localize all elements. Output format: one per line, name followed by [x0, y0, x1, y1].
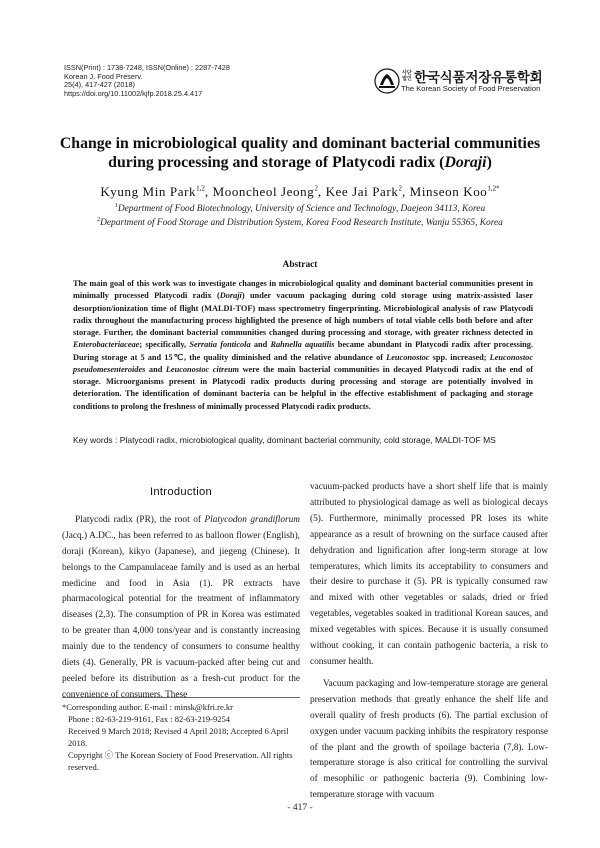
keywords-text: Platycodi radix, microbiological quality, dominant bacterial community, cold storage, MALDI-TOF MS — [119, 435, 496, 445]
society-type-label: 사단 법인 — [402, 70, 412, 82]
doi-link[interactable]: https://doi.org/10.11002/kjfp.2018.25.4.417 — [64, 88, 203, 98]
volume-line: 25(4), 417-427 (2018) — [64, 80, 135, 90]
issn-line: ISSN(Print) : 1738-7248, ISSN(Online) : 2287-7428 — [64, 63, 230, 72]
left-column — [62, 480, 300, 704]
contact-phone: Phone : 82-63-219-9161, Fax : 82-63-219-9254 — [68, 714, 230, 724]
author-name: Kee Jai Park — [325, 184, 399, 199]
copyright-notice: Copyright ⓒ The Korean Society of Food Preservation. All rights reserved. — [68, 750, 293, 772]
affiliation-1: $^1$Department of Food Biotechnology, University of Science and Technology, Daejeon 34113, Korea — [114, 203, 486, 215]
society-logo-icon — [374, 68, 400, 94]
journal-info — [64, 64, 314, 98]
intro-paragraph-1: Platycodi radix (PR), the root of Platycodon grandiflorum (Jacq.) A.DC., has been referred to as balloon flower (English), doraji (Korean), kikyo (Japanese), and jiegeng (Chinese). It belongs to the Campanulaceae family and is used as an herbal medicine and food in Asia (1). PR extracts have pharmacological potential for the treatment of inflammatory diseases (2,3). The consumption of PR in Korea was estimated to be greater than 4,000 tons/year and is constantly increasing mainly due to the tendency of consumers to consume healthy diets (4). Generally, PR is vacuum-packed after being cut and peeled before its distribution as a fresh-cut product for the convenience of consumers. These — [62, 514, 300, 700]
section-heading-introduction: Introduction — [149, 486, 213, 498]
abstract-heading: Abstract — [282, 260, 318, 270]
society-english-name: The Korean Society of Food Preservation — [401, 84, 541, 93]
society-korean-name: 한국식품저장유통학회 — [414, 70, 543, 86]
title-line-1: Change in microbiological quality and dominant bacterial communities — [59, 135, 541, 152]
intro-paragraph-3: Vacuum packaging and low-temperature storage are general preservation methods that greatly enhance the shelf life and overall quality of fresh products (6). The partial exclusion of oxygen under vacuum packing inhibits the respiratory response of the plant and the growth of spoilage bacteria (7,8). Low-temperature storage is also critical for controlling the survival of mesophilic or pathogenic bacteria (9). Combining low-temperature storage with vacuum — [310, 678, 548, 801]
corresponding-author: *Corresponding author. E-mail : minsk@kfri.re.kr — [62, 702, 233, 712]
keywords-label: Key words : — [73, 435, 120, 445]
journal-name: Korean J. Food Preserv. — [64, 71, 143, 81]
affiliation-2: $^2$Department of Food Storage and Distribution System, Korea Food Research Institute, Wanju 55365, Korea — [97, 217, 503, 229]
right-column — [310, 480, 548, 804]
page-number: - 417 - — [287, 803, 313, 813]
author-list: Kyung Min Park$^{1,2}$, Mooncheol Jeong$^2$, Kee Jai Park$^2$, Minseon Koo$^{1,2*}$ — [100, 184, 500, 199]
society-logo-block — [374, 66, 554, 96]
keywords — [73, 434, 533, 446]
correspondence-footnote — [62, 697, 300, 773]
abstract-body: The main goal of this work was to investigate changes in microbiological quality and dominant bacterial communities present in minimally processed Platycodi radix (Doraji) under vacuum packaging during cold storage using matrix-assisted laser desorption/ionization time of flight (MALDI-TOF) mass spectrometry fingerprinting. Microbiological analysis of raw Platycodi radix throughout the manufacturing process highlighted the presence of high numbers of total viable cells both before and after storage. Further, the dominant bacterial communities changed during processing and storage, with greater richness detected in Enterobacteriaceae; specifically, Serratia fonticola and Rahnella aquatilis became abundant in Platycodi radix after processing. During storage at 5 and 15℃, the quality diminished and the relative abundance of Leuconostoc spp. increased; Leuconostoc pseudomesenteroides and Leuconostoc citreum were the main bacterial communities in decayed Platycodi radix at the end of storage. Microorganisms present in Platycodi radix products during processing and storage are potentially involved in deterioration. The identification of dominant bacteria can be helpful in the effective establishment of packaging and storage conditions to prolong the freshness of minimally processed Platycodi radix products. — [73, 279, 534, 411]
intro-paragraph-2: vacuum-packed products have a short shelf life that is mainly attributed to physiological damage as well as biological decays (5). Furthermore, minimally processed PR loses its white appearance as a result of browning on the surface caused after dehydration and lignification after long-term storage at low temperatures, which limits its acceptability to consumers and their desire to purchase it (5). PR is typically consumed raw and mixed with other vegetables or salads, dried or fried vegetables, vegetables soaked in traditional Korean sauces, and mixed vegetables with spices. Because it is usually consumed without cooking, it can contain pathogenic bacteria, a risk to consumer health. — [310, 482, 548, 667]
author-name: Mooncheol Jeong — [212, 184, 315, 199]
author-name: Kyung Min Park — [100, 184, 197, 199]
author-name: Minseon Koo — [409, 184, 488, 199]
paper-title — [40, 134, 560, 172]
manuscript-dates: Received 9 March 2018; Revised 4 April 2018; Accepted 6 April 2018. — [68, 726, 289, 748]
title-line-2: during processing and storage of Platycodi radix (Doraji) — [108, 154, 492, 171]
